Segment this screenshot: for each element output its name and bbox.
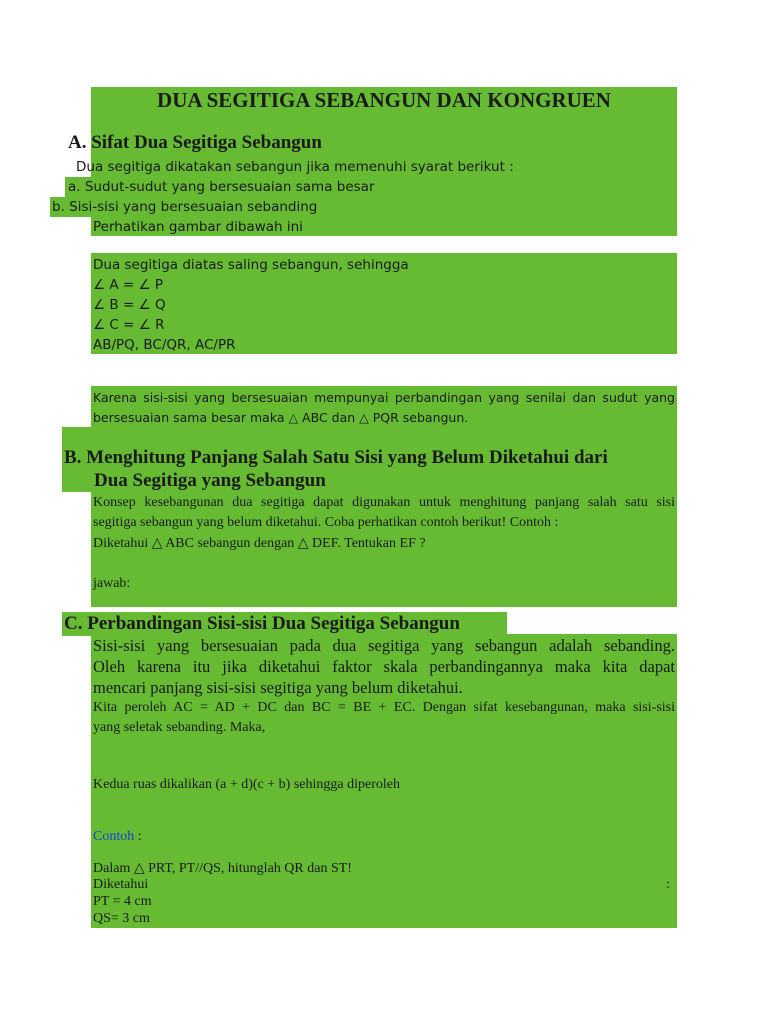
section-c-paragraph-5: yang seletak sebanding. Maka, (93, 720, 266, 735)
section-b-paragraph-1: Konsep kesebangunan dua segitiga dapat digunakan untuk menghitung panjang salah satu sisi (93, 495, 675, 510)
similarity-line-3: ∠ B = ∠ Q (93, 297, 166, 313)
example-colon: : (134, 829, 142, 844)
section-a-intro: Dua segitiga dikatakan sebangun jika memenuhi syarat berikut : (76, 159, 514, 175)
similarity-line-5: AB/PQ, BC/QR, AC/PR (93, 337, 236, 353)
section-b-answer-label: jawab: (93, 576, 131, 591)
example-line-3: PT = 4 cm (93, 894, 152, 909)
example-line-2: Diketahui (93, 877, 149, 892)
section-c-paragraph-2: Oleh karena itu jika diketahui faktor skala perbandingannya maka kita dapat (93, 657, 675, 676)
similarity-line-2: ∠ A = ∠ P (93, 277, 164, 293)
conclusion-line-2: bersesuaian sama besar maka △ ABC dan △ PQR sebangun. (93, 410, 469, 425)
section-a-note: Perhatikan gambar dibawah ini (93, 219, 303, 235)
conclusion-line-1: Karena sisi-sisi yang bersesuaian mempunyai perbandingan yang senilai dan sudut yang (93, 390, 675, 405)
section-c-paragraph-3: mencari panjang sisi-sisi segitiga yang belum diketahui. (93, 678, 463, 697)
section-a-item-b: b. Sisi-sisi yang bersesuaian sebanding (52, 199, 318, 215)
section-c-paragraph-1: Sisi-sisi yang bersesuaian pada dua segitiga yang sebangun adalah sebanding. (93, 636, 675, 655)
example-line-1: Dalam △ PRT, PT//QS, hitunglah QR dan ST! (93, 861, 352, 876)
section-c-heading: C. Perbandingan Sisi-sisi Dua Segitiga Sebangun (64, 613, 460, 634)
section-b-heading-line-1: B. Menghitung Panjang Salah Satu Sisi yang Belum Diketahui dari (64, 447, 608, 468)
section-a-item-a: a. Sudut-sudut yang bersesuaian sama besar (68, 179, 375, 195)
similarity-line-4: ∠ C = ∠ R (93, 317, 165, 333)
section-a-heading: A. Sifat Dua Segitiga Sebangun (68, 132, 322, 153)
similarity-line-1: Dua segitiga diatas saling sebangun, sehingga (93, 257, 409, 273)
section-c-paragraph-4: Kita peroleh AC = AD + DC dan BC = BE + EC. Dengan sifat kesebangunan, maka sisi-sisi (93, 700, 675, 715)
example-heading (93, 829, 142, 845)
section-b-heading-line-2: Dua Segitiga yang Sebangun (94, 470, 326, 491)
section-b-paragraph-3: Diketahui △ ABC sebangun dengan △ DEF. Tentukan EF ? (93, 536, 426, 551)
example-label: Contoh (93, 829, 135, 844)
section-c-paragraph-6: Kedua ruas dikalikan (a + d)(c + b) sehingga diperoleh (93, 777, 400, 792)
page-title: DUA SEGITIGA SEBANGUN DAN KONGRUEN (157, 88, 611, 112)
section-b-paragraph-2: segitiga sebangun yang belum diketahui. Coba perhatikan contoh berikut! Contoh : (93, 515, 559, 530)
example-line-2-colon: : (666, 877, 670, 892)
example-line-4: QS= 3 cm (93, 911, 150, 926)
